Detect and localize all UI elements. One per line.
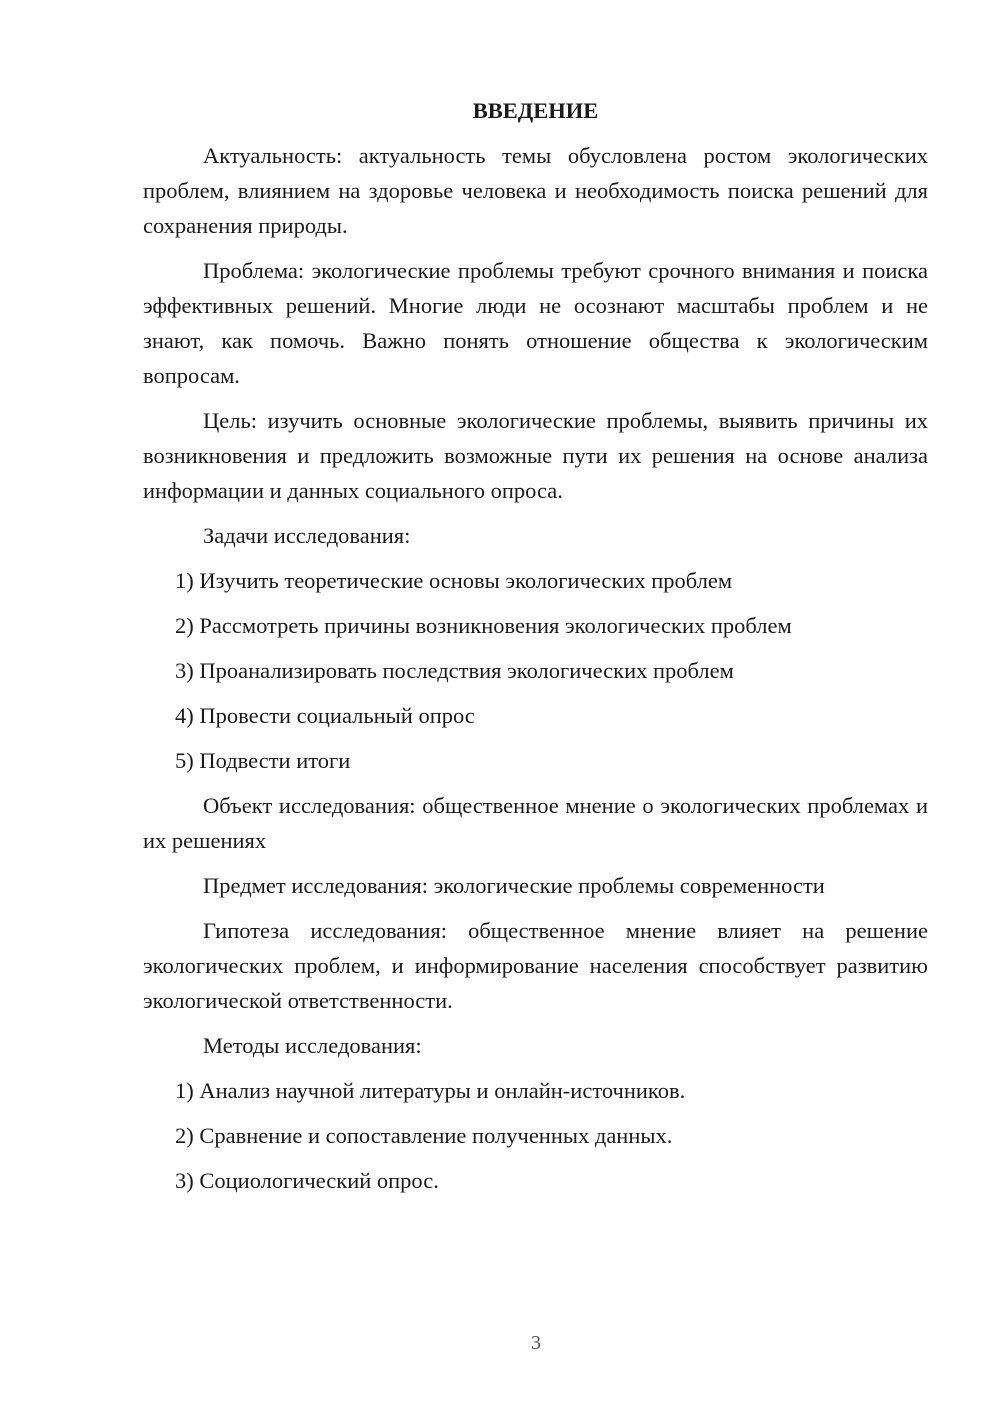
task-item: 3) Проанализировать последствия экологических проблем [175,658,734,683]
document-body [143,93,928,1208]
relevance-paragraph: Актуальность: актуальность темы обусловлена ростом экологических проблем, влиянием на здоровье человека и необходимость поиска решений для сохранения природы. [143,143,928,238]
page-title: ВВЕДЕНИЕ [472,98,599,123]
task-item: 5) Подвести итоги [175,748,351,773]
hypothesis-paragraph: Гипотеза исследования: общественное мнение влияет на решение экологических проблем, и информирование населения способствует развитию экологической ответственности. [143,918,928,1013]
method-item: 1) Анализ научной литературы и онлайн-источников. [175,1078,686,1103]
problem-paragraph: Проблема: экологические проблемы требуют срочного внимания и поиска эффективных решений. Многие люди не осознают масштабы проблем и не знают, как помочь. Важно понять отношение общества к экологическим вопросам. [143,258,928,388]
methods-heading: Методы исследования: [203,1033,422,1058]
goal-paragraph: Цель: изучить основные экологические проблемы, выявить причины их возникновения и предложить возможные пути их решения на основе анализа информации и данных социального опроса. [143,408,928,503]
method-item: 3) Социологический опрос. [175,1168,439,1193]
tasks-heading: Задачи исследования: [203,523,411,548]
task-item: 1) Изучить теоретические основы экологических проблем [175,568,733,593]
object-paragraph: Объект исследования: общественное мнение о экологических проблемах и их решениях [143,793,928,853]
page-number: 3 [531,1332,541,1354]
task-item: 2) Рассмотреть причины возникновения экологических проблем [175,613,792,638]
method-item: 2) Сравнение и сопоставление полученных данных. [175,1123,673,1148]
subject-paragraph: Предмет исследования: экологические проблемы современности [203,873,825,898]
task-item: 4) Провести социальный опрос [175,703,475,728]
